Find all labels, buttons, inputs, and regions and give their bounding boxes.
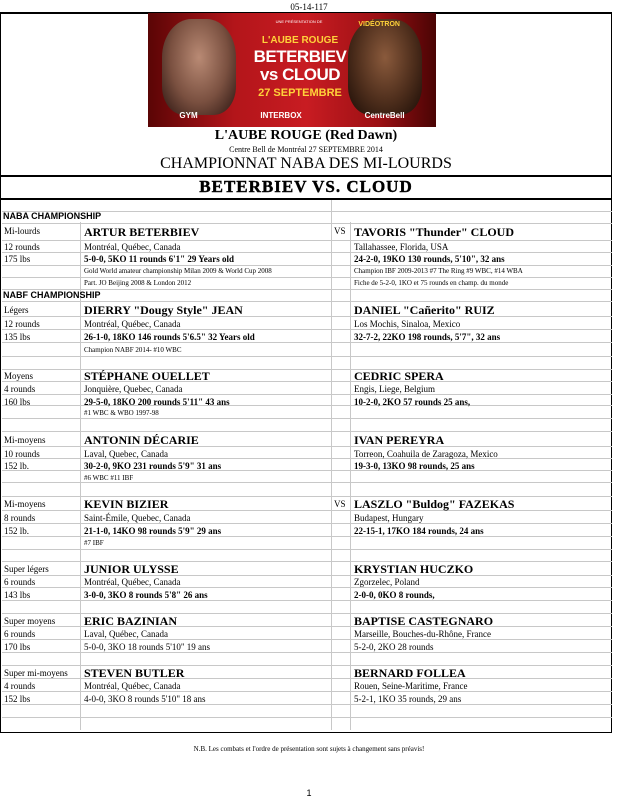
bout-7-left-record: 5-0-0, 3KO 18 rounds 5'10" 19 ans	[84, 642, 211, 652]
bout-8-weight: 152 lbs	[4, 694, 31, 704]
bout-6-right-origin: Zgorzelec, Poland	[354, 577, 420, 587]
bout-5-left-name: KEVIN BIZIER	[84, 497, 169, 511]
bout-4-right-record: 19-3-0, 13KO 98 rounds, 25 ans	[354, 461, 475, 471]
bout-1-left-note-1: Gold World amateur championship Milan 2009 & World Cup 2008	[84, 267, 272, 275]
bout-2-right-record: 32-7-2, 22KO 198 rounds, 5'7", 32 ans	[354, 332, 501, 342]
bout-4-left-note-1: #6 WBC #11 IBF	[84, 474, 134, 482]
bout-8-left-record: 4-0-0, 3KO 8 rounds 5'10" 18 ans	[84, 694, 206, 704]
bout-2-right-name: DANIEL "Cañerito" RUIZ	[354, 303, 495, 317]
bout-1-category: Mi-lourds	[4, 226, 40, 236]
bout-5-right-record: 22-15-1, 17KO 184 rounds, 24 ans	[354, 526, 484, 536]
videotron-logo: VIDÉOTRON	[358, 21, 400, 28]
bout-2-left-name: DIERRY "Dougy Style" JEAN	[84, 303, 243, 317]
bout-5-right-origin: Budapest, Hungary	[354, 513, 424, 523]
event-title: L'AUBE ROUGE (Red Dawn)	[214, 128, 398, 143]
bout-2-left-note-1: Champion NABF 2014- #10 WBC	[84, 346, 182, 354]
bout-5-right-name: LASZLO "Buldog" FAZEKAS	[354, 497, 515, 511]
event-poster	[148, 13, 436, 127]
bout-7-left-name: ERIC BAZINIAN	[84, 614, 178, 628]
bout-6-rounds: 6 rounds	[4, 577, 36, 587]
bout-5-rounds: 8 rounds	[4, 513, 36, 523]
bout-2-right-origin: Los Mochis, Sinaloa, Mexico	[354, 319, 461, 329]
bout-4-rounds: 10 rounds	[4, 449, 40, 459]
bout-1-right-name: TAVORIS "Thunder" CLOUD	[354, 225, 515, 239]
bout-7-left-origin: Laval, Québec, Canada	[84, 629, 168, 639]
bout-7-right-record: 5-2-0, 2KO 28 rounds	[354, 642, 434, 652]
bout-7-category: Super moyens	[4, 616, 56, 626]
bout-4-left-origin: Laval, Quebec, Canada	[84, 449, 168, 459]
bout-3-rounds: 4 rounds	[4, 384, 36, 394]
nabf-section-header: NABF CHAMPIONSHIP	[3, 290, 101, 300]
bout-5-weight: 152 lb.	[4, 526, 30, 536]
sponsor-interbox: INTERBOX	[260, 111, 302, 120]
bout-3-left-note-1: #1 WBC & WBO 1997-98	[84, 409, 159, 417]
bout-5-left-origin: Saint-Émile, Quebec, Canada	[84, 513, 191, 523]
bout-2-category: Légers	[4, 305, 29, 315]
bout-6-left-origin: Montréal, Québec, Canada	[84, 577, 181, 587]
bout-1-right-note-1: Champion IBF 2009-2013 #7 The Ring #9 WBC, #14 WBA	[354, 267, 523, 275]
bout-1-rounds: 12 rounds	[4, 242, 40, 252]
bout-6-left-name: JUNIOR ULYSSE	[84, 562, 179, 576]
bout-1-left-name: ARTUR BETERBIEV	[84, 225, 200, 239]
poster-pretitle: UNE PRÉSENTATION DE	[275, 19, 323, 24]
footer-note: N.B. Les combats et l'ordre de présentation sont sujets à changement sans préavis!	[193, 745, 425, 753]
bout-7-rounds: 6 rounds	[4, 629, 36, 639]
bout-7-right-origin: Marseille, Bouches-du-Rhône, France	[354, 629, 491, 639]
bout-5-category: Mi-moyens	[4, 499, 46, 509]
bout-1-left-note-2: Part. JO Beijing 2008 & London 2012	[84, 279, 192, 287]
bout-6-category: Super légers	[4, 564, 49, 574]
bout-3-right-record: 10-2-0, 2KO 57 rounds 25 ans,	[354, 397, 471, 407]
bout-1-left-record: 5-0-0, 5KO 11 rounds 6'1" 29 Years old	[84, 254, 235, 264]
page-number: 1	[306, 788, 312, 798]
bout-5-vs: VS	[334, 499, 346, 509]
fighter-left-photo	[162, 19, 236, 115]
bout-8-right-name: BERNARD FOLLEA	[354, 666, 466, 680]
bout-2-left-record: 26-1-0, 18KO 146 rounds 5'6.5" 32 Years old	[84, 332, 255, 342]
bout-1-right-record: 24-2-0, 19KO 130 rounds, 5'10", 32 ans	[354, 254, 505, 264]
sponsor-gym: GYM	[179, 111, 198, 120]
bout-4-right-origin: Torreon, Coahuila de Zaragoza, Mexico	[354, 449, 498, 459]
poster-event-name: L'AUBE ROUGE	[261, 35, 339, 46]
bout-6-weight: 143 lbs	[4, 590, 31, 600]
poster-date: 27 SEPTEMBRE	[258, 87, 342, 99]
bout-3-left-origin: Jonquière, Quebec, Canada	[84, 384, 183, 394]
bout-2-weight: 135 lbs	[4, 332, 31, 342]
bout-7-weight: 170 lbs	[4, 642, 31, 652]
bout-5-left-note-1: #7 IBF	[84, 539, 104, 547]
bout-3-category: Moyens	[4, 371, 33, 381]
bout-3-left-record: 29-5-0, 18KO 200 rounds 5'11" 43 ans	[84, 397, 230, 407]
bout-3-right-origin: Engis, Liege, Belgium	[354, 384, 435, 394]
poster-sponsors	[148, 111, 436, 120]
bout-6-left-record: 3-0-0, 3KO 8 rounds 5'8" 26 ans	[84, 590, 208, 600]
event-venue: Centre Bell de Montréal 27 SEPTEMBRE 2014	[229, 145, 383, 154]
bout-5-left-record: 21-1-0, 14KO 98 rounds 5'9" 29 ans	[84, 526, 222, 536]
bout-8-left-name: STEVEN BUTLER	[84, 666, 185, 680]
bout-1-right-note-2: Fiche de 5-2-0, 1KO et 75 rounds en champ. du monde	[354, 279, 509, 287]
bout-4-left-record: 30-2-0, 9KO 231 rounds 5'9" 31 ans	[84, 461, 222, 471]
bout-1-weight: 175 lbs	[4, 254, 31, 264]
bout-2-left-origin: Montréal, Québec, Canada	[84, 319, 181, 329]
bout-8-right-record: 5-2-1, 1KO 35 rounds, 29 ans	[354, 694, 462, 704]
bout-3-weight: 160 lbs	[4, 397, 31, 407]
naba-section-header: NABA CHAMPIONSHIP	[3, 211, 102, 221]
bout-8-right-origin: Rouen, Seine-Maritime, France	[354, 681, 468, 691]
bout-8-rounds: 4 rounds	[4, 681, 36, 691]
bout-8-category: Super mi-moyens	[4, 668, 68, 678]
bout-1-vs: VS	[334, 226, 346, 236]
bout-8-left-origin: Montréal, Québec, Canada	[84, 681, 181, 691]
bout-3-left-name: STÉPHANE OUELLET	[84, 369, 210, 383]
poster-name-1: BETERBIEV	[253, 47, 347, 66]
bout-3-right-name: CEDRIC SPERA	[354, 369, 444, 383]
sponsor-centrebell: CentreBell	[364, 111, 405, 120]
bout-6-right-name: KRYSTIAN HUCZKO	[354, 562, 474, 576]
bout-1-right-origin: Tallahassee, Florida, USA	[354, 242, 449, 252]
bout-1-left-origin: Montréal, Québec, Canada	[84, 242, 181, 252]
main-event-banner: BETERBIEV VS. CLOUD	[199, 177, 413, 196]
bout-2-rounds: 12 rounds	[4, 319, 40, 329]
championship-title: CHAMPIONNAT NABA DES MI-LOURDS	[160, 155, 452, 172]
bout-4-weight: 152 lb.	[4, 461, 30, 471]
bout-6-right-record: 2-0-0, 0KO 8 rounds,	[354, 590, 435, 600]
bout-4-right-name: IVAN PEREYRA	[354, 433, 445, 447]
bout-4-category: Mi-moyens	[4, 435, 46, 445]
document-id: 05-14-117	[290, 2, 328, 12]
bout-4-left-name: ANTONIN DÉCARIE	[84, 433, 199, 447]
poster-name-2: vs CLOUD	[259, 65, 341, 84]
bout-7-right-name: BAPTISE CASTEGNARO	[354, 614, 494, 628]
